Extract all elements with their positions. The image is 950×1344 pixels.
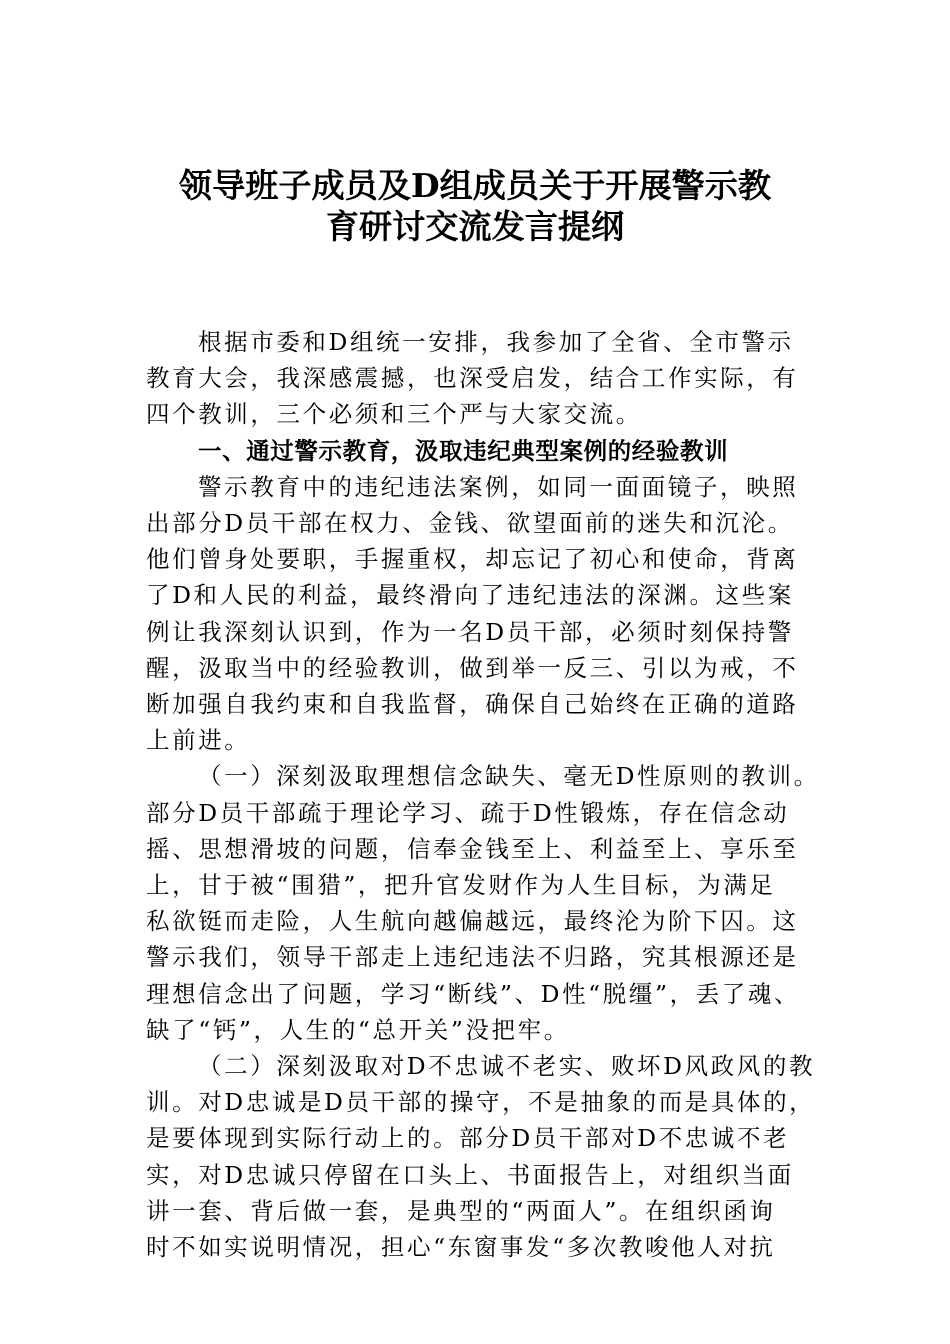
paragraph-line: 教育大会，我深感震撼，也深受启发，结合工作实际，有 xyxy=(146,364,799,393)
paragraph-line: 断加强自我约束和自我监督，确保自己始终在正确的道路 xyxy=(146,690,799,718)
paragraph-line: 例让我深刻认识到，作为一名D员干部，必须时刻保持警 xyxy=(146,617,794,646)
paragraph-line: 实，对D忠诚只停留在口头上、书面报告上，对组织当面 xyxy=(146,1160,794,1189)
paragraph-line: 私欲铤而走险，人生航向越偏越远，最终沦为阶下囚。这 xyxy=(146,907,799,936)
paragraph-line: 时不如实说明情况，担心“东窗事发“多次教唆他人对抗 xyxy=(146,1233,776,1261)
paragraph-line: 了D和人民的利益，最终滑向了违纪违法的深渊。这些案 xyxy=(146,581,794,610)
document-title-line-2: 育研讨交流发言提纲 xyxy=(325,207,625,246)
paragraph-line: （一）深刻汲取理想信念缺失、毫无D性原则的教训。 xyxy=(198,762,820,791)
paragraph-line: 出部分D员干部在权力、金钱、欲望面前的迷失和沉沦。 xyxy=(146,509,794,537)
section-heading: 一、通过警示教育，汲取违纪典型案例的经验教训 xyxy=(198,436,729,465)
paragraph-line: 四个教训，三个必须和三个严与大家交流。 xyxy=(146,400,642,429)
paragraph-line: 醒，汲取当中的经验教训，做到举一反三、引以为戒，不 xyxy=(146,653,799,682)
paragraph-line: 理想信念出了问题，学习“断线”、D性“脱缰”，丢了魂、 xyxy=(146,979,801,1008)
paragraph-line: 上前进。 xyxy=(146,726,251,755)
paragraph-line: 他们曾身处要职，手握重权，却忘记了初心和使命，背离 xyxy=(146,545,799,574)
paragraph-line: 根据市委和D组统一安排，我参加了全省、全市警示 xyxy=(198,328,794,356)
paragraph-line: 是要体现到实际行动上的。部分D员干部对D不忠诚不老 xyxy=(146,1124,790,1153)
paragraph-line: 警示我们，领导干部走上违纪违法不归路，究其根源还是 xyxy=(146,943,799,972)
paragraph-line: 摇、思想滑坡的问题，信奉金钱至上、利益至上、享乐至 xyxy=(146,834,799,863)
document-title-line-1: 领导班子成员及D组成员关于开展警示教 xyxy=(178,166,772,205)
paragraph-line: 部分D员干部疏于理论学习、疏于D性锻炼，存在信念动 xyxy=(146,798,790,827)
paragraph-line: （二）深刻汲取对D不忠诚不老实、败坏D风政风的教 xyxy=(198,1052,816,1080)
paragraph-line: 缺了“钙”，人生的“总开关”没把牢。 xyxy=(146,1015,570,1044)
paragraph-line: 训。对D忠诚是D员干部的操守，不是抽象的而是具体的， xyxy=(146,1088,816,1117)
paragraph-line: 警示教育中的违纪违法案例，如同一面面镜子，映照 xyxy=(198,472,799,501)
paragraph-line: 上，甘于被“围猎”，把升官发财作为人生目标，为满足 xyxy=(146,871,776,899)
paragraph-line: 讲一套、背后做一套，是典型的“两面人”。在组织函询 xyxy=(146,1196,776,1225)
